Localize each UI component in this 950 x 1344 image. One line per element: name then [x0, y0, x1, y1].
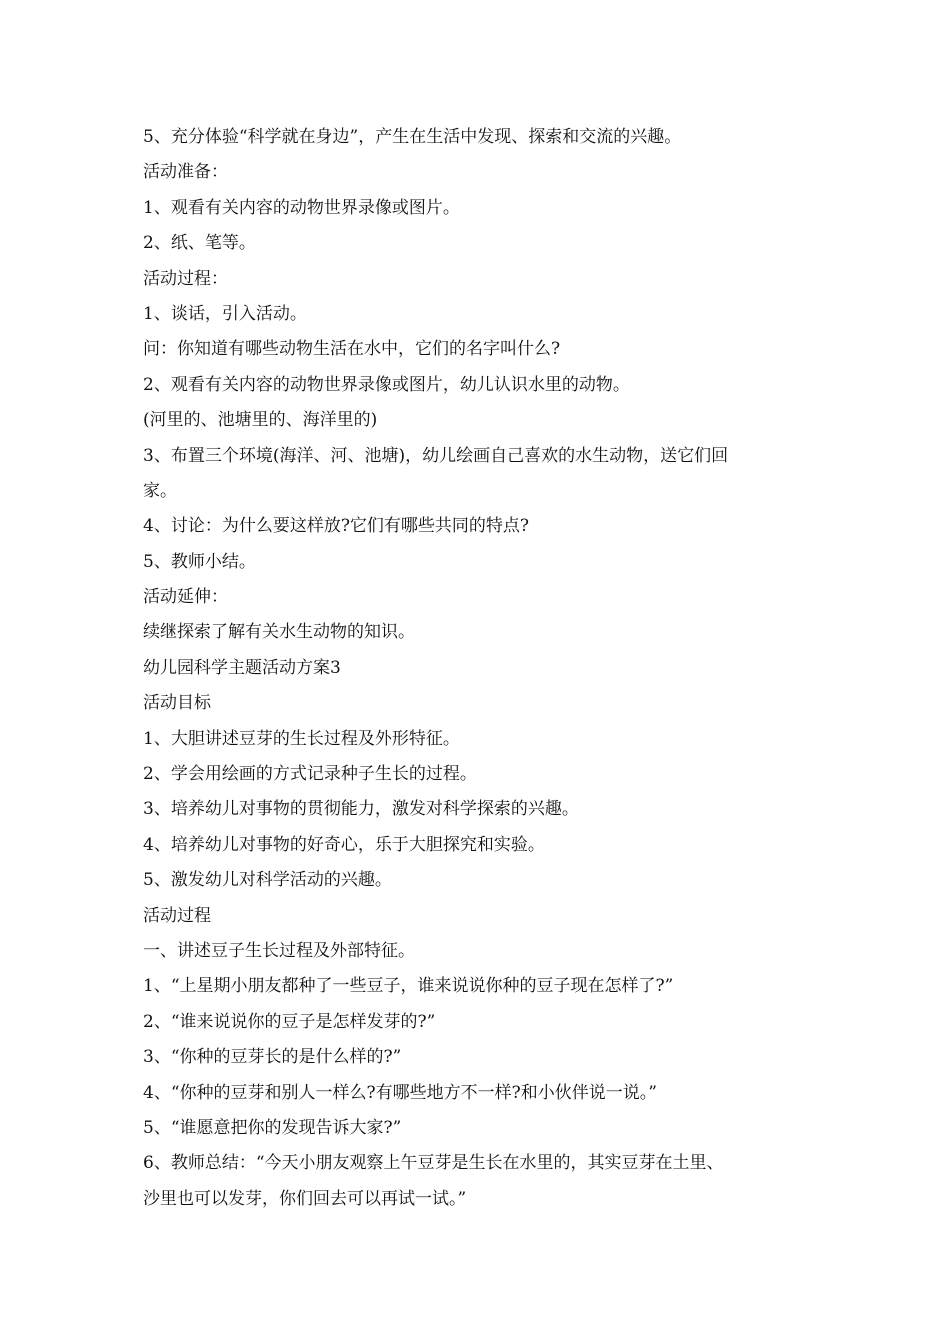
list-item: 1、谈话，引入活动。: [143, 303, 307, 324]
text-line: 家。: [143, 480, 177, 501]
text-line: 续继探索了解有关水生动物的知识。: [143, 622, 415, 643]
list-item: 4、讨论：为什么要这样放?它们有哪些共同的特点?: [143, 516, 530, 537]
list-item: 2、纸、笔等。: [143, 233, 256, 254]
section-heading: 活动目标: [143, 693, 211, 714]
list-item: 1、“上星期小朋友都种了一些豆子，谁来说说你种的豆子现在怎样了?”: [143, 976, 674, 997]
list-item: 1、观看有关内容的动物世界录像或图片。: [143, 197, 460, 218]
list-item: 5、激发幼儿对科学活动的兴趣。: [143, 870, 392, 891]
list-item: 4、“你种的豆芽和别人一样么?有哪些地方不一样?和小伙伴说一说。”: [143, 1082, 657, 1103]
text-line: 5、充分体验“科学就在身边”，产生在生活中发现、探索和交流的兴趣。: [143, 127, 682, 147]
list-item: 2、观看有关内容的动物世界录像或图片，幼儿认识水里的动物。: [143, 374, 630, 395]
list-item: 2、“谁来说说你的豆子是怎样发芽的?”: [143, 1011, 436, 1032]
list-item: 2、学会用绘画的方式记录种子生长的过程。: [143, 764, 477, 785]
list-item: 5、“谁愿意把你的发现告诉大家?”: [143, 1117, 402, 1138]
list-item: 3、“你种的豆芽长的是什么样的?”: [143, 1047, 402, 1068]
list-item: 3、布置三个环境(海洋、河、池塘)，幼儿绘画自己喜欢的水生动物，送它们回: [143, 445, 729, 466]
list-item: 1、大胆讲述豆芽的生长过程及外形特征。: [143, 728, 460, 749]
section-heading: 活动准备：: [143, 162, 228, 183]
section-heading: 活动过程：: [143, 268, 228, 289]
text-line: (河里的、池塘里的、海洋里的): [143, 410, 378, 431]
document-title: 幼儿园科学主题活动方案3: [143, 657, 341, 678]
section-heading: 活动延伸：: [143, 587, 228, 608]
list-item: 5、教师小结。: [143, 551, 256, 572]
list-item: 6、教师总结：“今天小朋友观察上午豆芽是生长在水里的，其实豆芽在土里、: [143, 1153, 724, 1174]
section-heading: 活动过程: [143, 905, 211, 926]
list-item: 4、培养幼儿对事物的好奇心，乐于大胆探究和实验。: [143, 834, 545, 855]
text-line: 问：你知道有哪些动物生活在水中，它们的名字叫什么?: [143, 339, 561, 360]
list-item: 一、讲述豆子生长过程及外部特征。: [143, 940, 415, 961]
text-line: 沙里也可以发芽，你们回去可以再试一试。”: [143, 1188, 467, 1209]
document-body: [143, 120, 813, 1217]
list-item: 3、培养幼儿对事物的贯彻能力，激发对科学探索的兴趣。: [143, 799, 579, 820]
